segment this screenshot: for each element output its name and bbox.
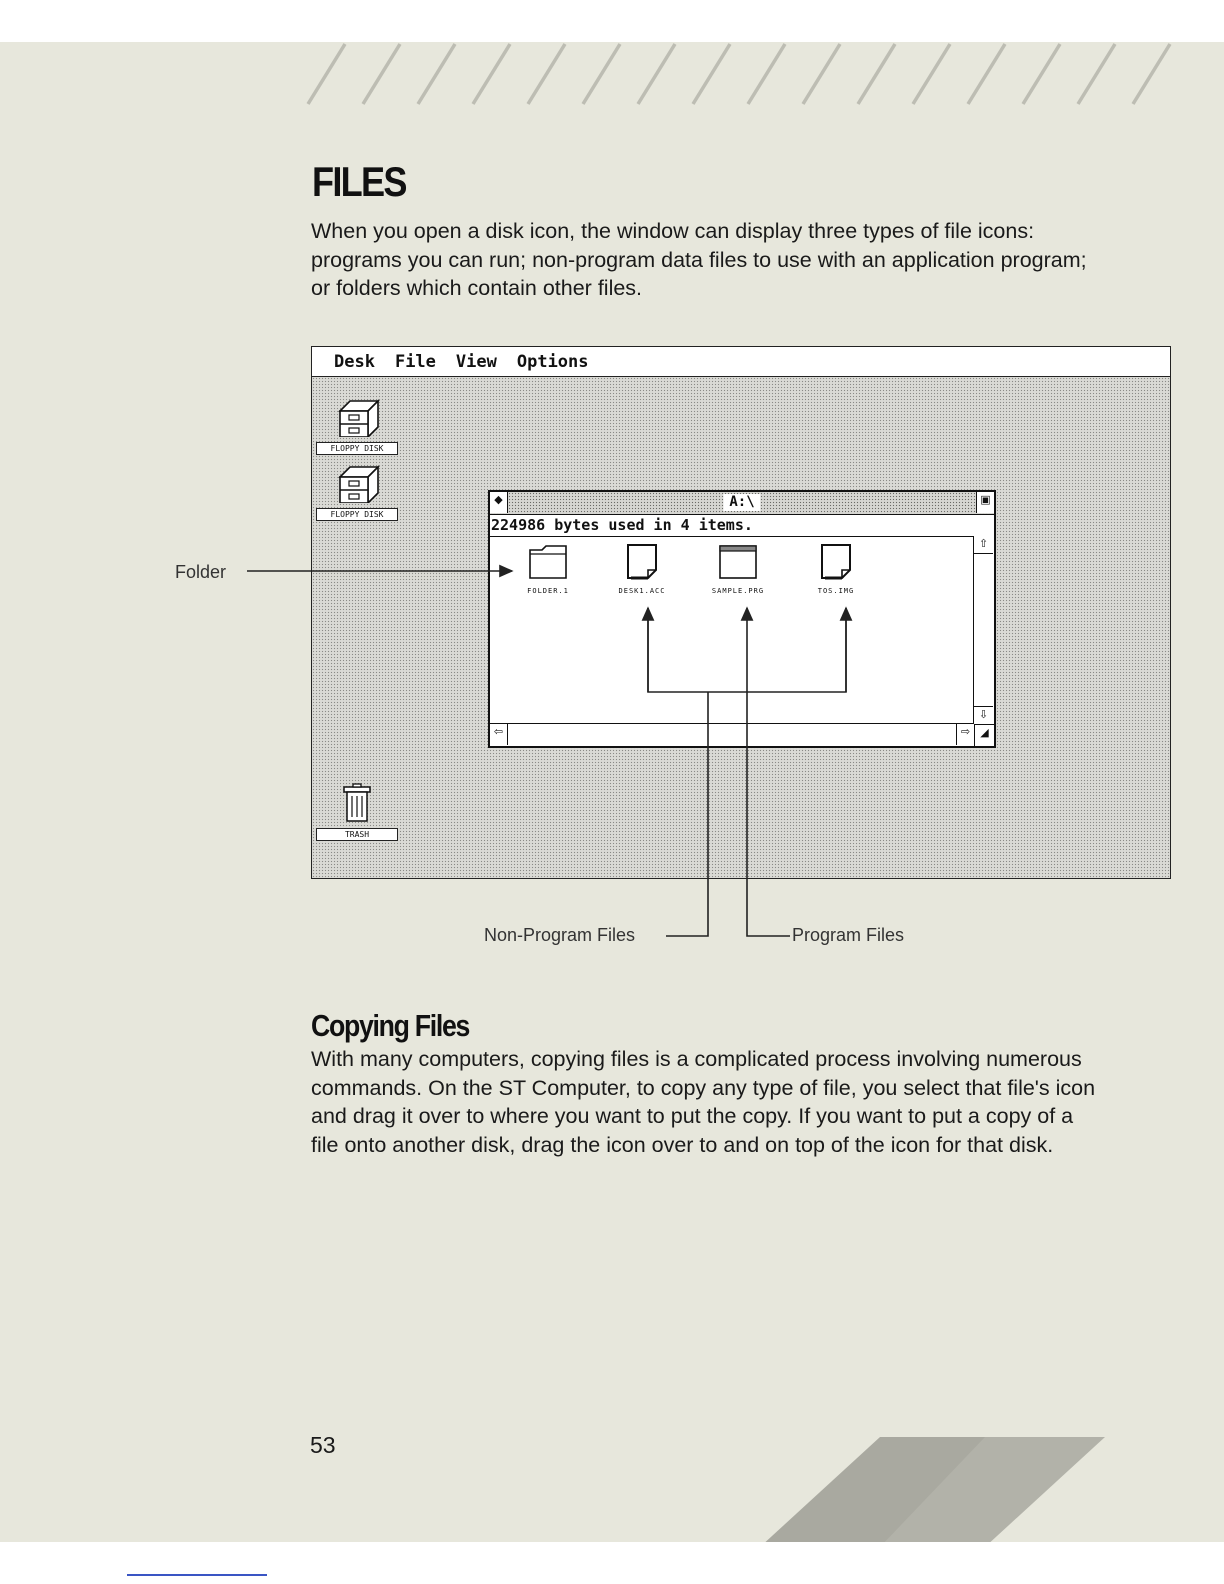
floppy-disk-b[interactable] bbox=[316, 463, 398, 521]
scroll-down-arrow-icon[interactable]: ⇩ bbox=[974, 706, 993, 724]
folder-icon bbox=[528, 544, 568, 580]
window-info-line: 224986 bytes used in 4 items. bbox=[490, 514, 994, 537]
resize-box-icon[interactable]: ◢ bbox=[974, 724, 994, 746]
trash-label: TRASH bbox=[316, 828, 398, 841]
menu-options[interactable]: Options bbox=[516, 351, 589, 372]
trash[interactable] bbox=[316, 783, 398, 841]
scroll-right-arrow-icon[interactable]: ⇨ bbox=[956, 724, 974, 745]
scroll-left-arrow-icon[interactable]: ⇦ bbox=[490, 724, 508, 745]
scroll-up-arrow-icon[interactable]: ⇧ bbox=[974, 536, 993, 554]
menu-view[interactable]: View bbox=[455, 351, 497, 372]
document-icon bbox=[818, 544, 854, 580]
file-tos-img[interactable] bbox=[796, 544, 876, 596]
file-sample-prg[interactable] bbox=[698, 544, 778, 596]
file-desk1-acc[interactable] bbox=[602, 544, 682, 596]
floppy-cabinet-icon bbox=[334, 463, 380, 503]
decorative-stripes bbox=[300, 42, 1180, 112]
intro-paragraph: When you open a disk icon, the window can display three types of file icons: programs you can run; non-program data files to use with an application program; or folders which contain other files. bbox=[311, 219, 1087, 300]
desktop-screenshot bbox=[311, 346, 1171, 879]
file-name: TOS.IMG bbox=[817, 587, 855, 595]
callout-program-files: Program Files bbox=[792, 925, 905, 945]
callout-folder: Folder bbox=[175, 562, 227, 582]
section-title-copying-files: Copying Files bbox=[311, 1008, 470, 1043]
menu-bar bbox=[312, 347, 1170, 377]
trash-can-icon bbox=[342, 783, 372, 823]
floppy-disk-a-label: FLOPPY DISK bbox=[316, 442, 398, 455]
document-icon bbox=[624, 544, 660, 580]
horizontal-scrollbar[interactable] bbox=[490, 723, 974, 746]
page-title: FILES bbox=[312, 158, 406, 205]
callout-non-program-files: Non-Program Files bbox=[484, 925, 636, 945]
file-name: SAMPLE.PRG bbox=[711, 587, 765, 595]
window-title: A:\ bbox=[723, 494, 760, 511]
copying-files-paragraph: With many computers, copying files is a complicated process involving numerous commands. On the ST Computer, to copy any type of file, you select that file's icon and drag it over to where you want to put the copy. If you want to put a copy of a file onto another disk, drag the icon over to and on top of the icon for that disk. bbox=[311, 1047, 1096, 1157]
file-name: FOLDER.1 bbox=[527, 587, 569, 595]
vertical-scrollbar[interactable] bbox=[973, 536, 994, 724]
bottom-rule bbox=[127, 1574, 267, 1576]
file-name: DESK1.ACC bbox=[618, 587, 666, 595]
program-window-icon bbox=[718, 544, 758, 580]
file-folder-1[interactable] bbox=[508, 544, 588, 596]
fuller-box-icon[interactable]: ▣ bbox=[976, 492, 994, 513]
menu-desk[interactable]: Desk bbox=[334, 351, 375, 372]
window-title-bar[interactable] bbox=[490, 492, 994, 515]
floppy-disk-b-label: FLOPPY DISK bbox=[316, 508, 398, 521]
floppy-disk-a[interactable] bbox=[316, 397, 398, 455]
page-number: 53 bbox=[310, 1432, 336, 1458]
floppy-cabinet-icon bbox=[334, 397, 380, 437]
menu-file[interactable]: File bbox=[394, 351, 436, 372]
drive-window bbox=[488, 490, 996, 748]
decorative-corner-bars bbox=[760, 1437, 1120, 1542]
close-box-icon[interactable]: ◆ bbox=[490, 492, 508, 513]
